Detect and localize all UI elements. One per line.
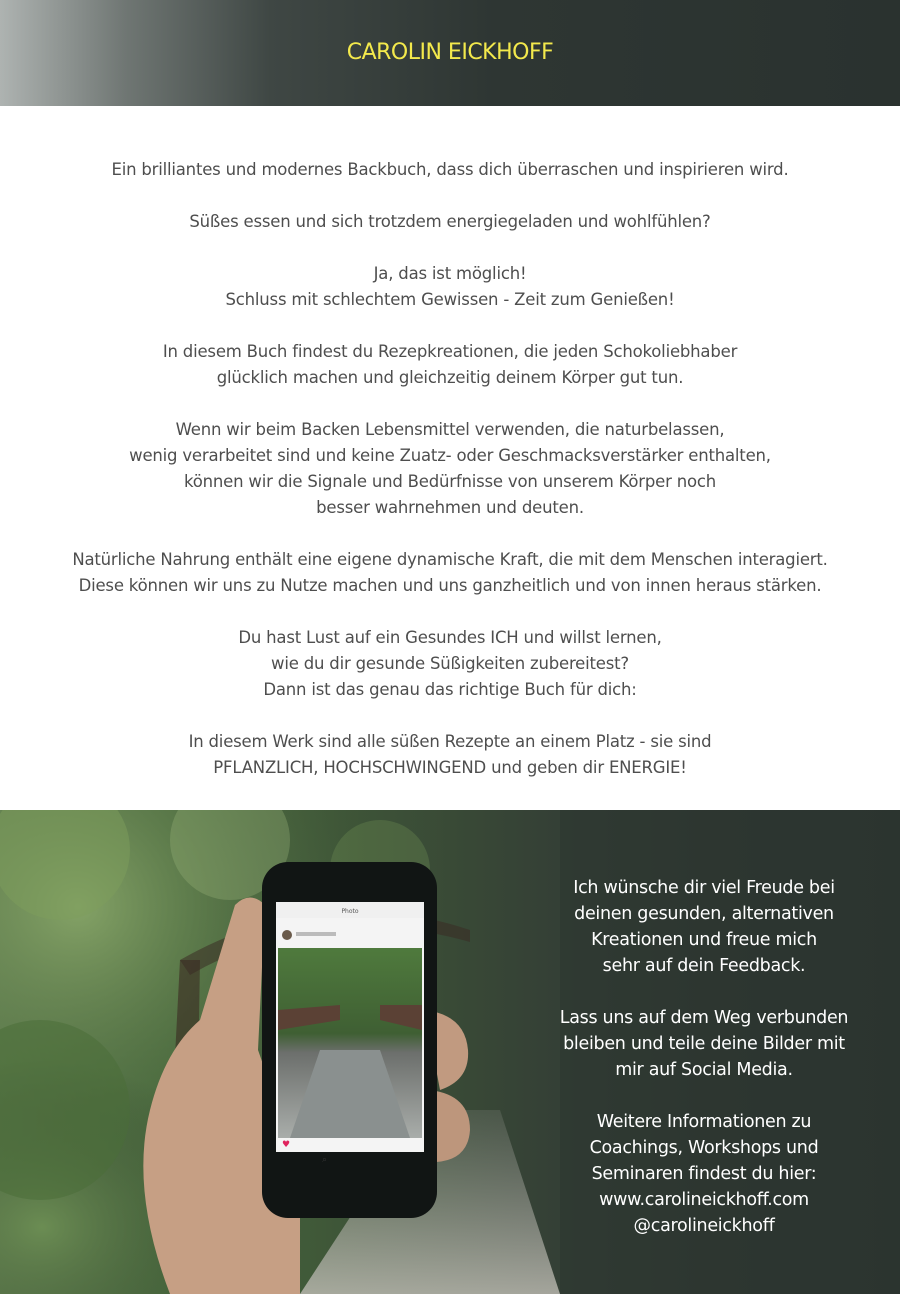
intro-line: Ein brilliantes und modernes Backbuch, dass dich überraschen und inspirieren wird. bbox=[111, 160, 789, 179]
intro-line: Süßes essen und sich trotzdem energiegeladen und wohlfühlen? bbox=[189, 212, 711, 231]
author-name: CAROLIN EICKHOFF bbox=[346, 40, 554, 65]
book-description bbox=[40, 157, 860, 807]
intro-line: Wenn wir beim Backen Lebensmittel verwenden, die naturbelassen, bbox=[175, 420, 725, 439]
photo-section bbox=[0, 810, 900, 1294]
closing-line: Lass uns auf dem Weg verbunden bbox=[559, 1008, 849, 1028]
smartphone bbox=[262, 862, 437, 1218]
intro-line: Du hast Lust auf ein Gesundes ICH und willst lernen, bbox=[238, 628, 662, 647]
profile-avatar bbox=[282, 930, 292, 940]
intro-paragraph bbox=[40, 417, 860, 521]
intro-line: Ja, das ist möglich! bbox=[373, 264, 527, 283]
intro-line: Diese können wir uns zu Nutze machen und uns ganzheitlich und von innen heraus stärken. bbox=[78, 576, 822, 595]
intro-line: wenig verarbeitet sind und keine Zuatz- oder Geschmacksverstärker enthalten, bbox=[129, 446, 771, 465]
intro-line: In diesem Buch findest du Rezepkreationen, die jeden Schokoliebhaber bbox=[162, 342, 738, 361]
closing-line: Seminaren findest du hier: bbox=[591, 1164, 817, 1184]
intro-paragraph bbox=[40, 339, 860, 391]
closing-line: @carolineickhoff bbox=[633, 1216, 775, 1236]
intro-paragraph bbox=[40, 209, 860, 235]
closing-line: Kreationen und freue mich bbox=[591, 930, 817, 950]
intro-line: wie du dir gesunde Süßigkeiten zubereitest? bbox=[271, 654, 629, 673]
closing-line: Coachings, Workshops und bbox=[589, 1138, 819, 1158]
intro-line: PFLANZLICH, HOCHSCHWINGEND und geben dir ENERGIE! bbox=[213, 758, 687, 777]
search-icon[interactable]: ⌕ bbox=[322, 1155, 328, 1165]
intro-paragraph bbox=[40, 547, 860, 599]
closing-line: sehr auf dein Feedback. bbox=[602, 956, 806, 976]
closing-paragraph bbox=[528, 1109, 880, 1239]
closing-line: deinen gesunden, alternativen bbox=[574, 904, 834, 924]
closing-line: Ich wünsche dir viel Freude bei bbox=[573, 878, 835, 898]
heart-icon[interactable]: ♥ bbox=[282, 1140, 291, 1150]
header-banner bbox=[0, 0, 900, 106]
intro-paragraph bbox=[40, 625, 860, 703]
intro-paragraph bbox=[40, 261, 860, 313]
intro-line: Natürliche Nahrung enthält eine eigene dynamische Kraft, die mit dem Menschen interagiert. bbox=[72, 550, 828, 569]
closing-line: bleiben und teile deine Bilder mit bbox=[563, 1034, 845, 1054]
closing-paragraph bbox=[528, 1005, 880, 1083]
intro-line: In diesem Werk sind alle süßen Rezepte an einem Platz - sie sind bbox=[188, 732, 712, 751]
closing-line: mir auf Social Media. bbox=[615, 1060, 793, 1080]
closing-line: Weitere Informationen zu bbox=[596, 1112, 812, 1132]
closing-line: www.carolineickhoff.com bbox=[599, 1190, 809, 1210]
intro-line: Dann ist das genau das richtige Buch für dich: bbox=[263, 680, 637, 699]
intro-line: Schluss mit schlechtem Gewissen - Zeit zum Genießen! bbox=[225, 290, 675, 309]
closing-message bbox=[528, 875, 880, 1265]
intro-paragraph bbox=[40, 729, 860, 781]
intro-paragraph bbox=[40, 157, 860, 183]
intro-line: können wir die Signale und Bedürfnisse von unserem Körper noch bbox=[183, 472, 717, 491]
phone-screen-title: Photo bbox=[341, 908, 359, 915]
intro-line: besser wahrnehmen und deuten. bbox=[316, 498, 584, 517]
intro-line: glücklich machen und gleichzeitig deinem Körper gut tun. bbox=[216, 368, 684, 387]
closing-paragraph bbox=[528, 875, 880, 979]
